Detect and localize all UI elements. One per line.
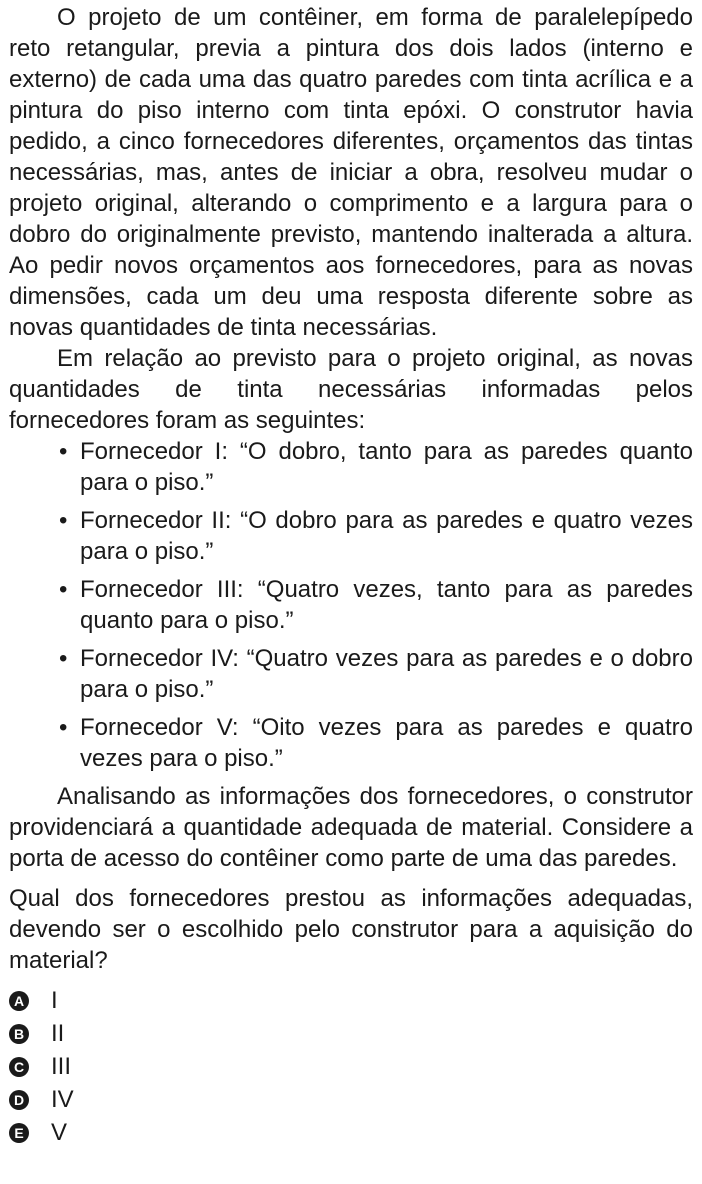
- option-letter-badge: E: [9, 1123, 29, 1143]
- supplier-text: Fornecedor IV: “Quatro vezes para as paredes e o dobro para o piso.”: [80, 645, 693, 703]
- supplier-text: Fornecedor III: “Quatro vezes, tanto para as paredes quanto para o piso.”: [80, 576, 693, 634]
- option-e[interactable]: [9, 1116, 693, 1149]
- option-a[interactable]: [9, 984, 693, 1017]
- option-letter-badge: B: [9, 1024, 29, 1044]
- intro-paragraph-1: O projeto de um contêiner, em forma de paralelepípedo reto retangular, previa a pintura dos dois lados (interno e externo) de cada uma das quatro paredes com tinta acrílica e a pintura do piso interno com tinta epóxi. O construtor havia pedido, a cinco fornecedores diferentes, orçamentos das tintas necessárias, mas, antes de iniciar a obra, resolveu mudar o projeto original, alterando o comprimento e a largura para o dobro do originalmente previsto, mantendo inalterada a altura. Ao pedir novos orçamentos aos fornecedores, para as novas dimensões, cada um deu uma resposta diferente sobre as novas quantidades de tinta necessárias.: [9, 4, 693, 341]
- supplier-item-4: [55, 643, 693, 705]
- bullet-icon: •: [59, 645, 68, 672]
- option-letter-badge: D: [9, 1090, 29, 1110]
- supplier-text: Fornecedor I: “O dobro, tanto para as paredes quanto para o piso.”: [80, 438, 693, 496]
- answer-options: [9, 984, 693, 1149]
- option-text: V: [51, 1118, 68, 1146]
- option-text: I: [51, 986, 58, 1014]
- bullet-icon: •: [59, 714, 68, 741]
- option-text: II: [51, 1019, 65, 1047]
- supplier-text: Fornecedor V: “Oito vezes para as paredes e quatro vezes para o piso.”: [80, 714, 693, 772]
- intro-paragraph-2: Em relação ao previsto para o projeto original, as novas quantidades de tinta necessárias informadas pelos fornecedores foram as seguintes:: [9, 345, 693, 434]
- option-b[interactable]: [9, 1017, 693, 1050]
- bullet-icon: •: [59, 507, 68, 534]
- question-stem: Qual dos fornecedores prestou as informações adequadas, devendo ser o escolhido pelo construtor para a aquisição do material?: [9, 885, 693, 974]
- supplier-item-5: [55, 712, 693, 774]
- supplier-item-1: [55, 436, 693, 498]
- option-letter-badge: A: [9, 991, 29, 1011]
- supplier-item-3: [55, 574, 693, 636]
- option-d[interactable]: [9, 1083, 693, 1116]
- supplier-text: Fornecedor II: “O dobro para as paredes e quatro vezes para o piso.”: [80, 507, 693, 565]
- analysis-paragraph: Analisando as informações dos fornecedores, o construtor providenciará a quantidade adequada de material. Considere a porta de acesso do contêiner como parte de uma das paredes.: [9, 783, 693, 872]
- bullet-icon: •: [59, 576, 68, 603]
- supplier-item-2: [55, 505, 693, 567]
- supplier-list: [9, 436, 693, 774]
- option-text: IV: [51, 1085, 74, 1113]
- option-c[interactable]: [9, 1050, 693, 1083]
- bullet-icon: •: [59, 438, 68, 465]
- option-letter-badge: C: [9, 1057, 29, 1077]
- option-text: III: [51, 1052, 72, 1080]
